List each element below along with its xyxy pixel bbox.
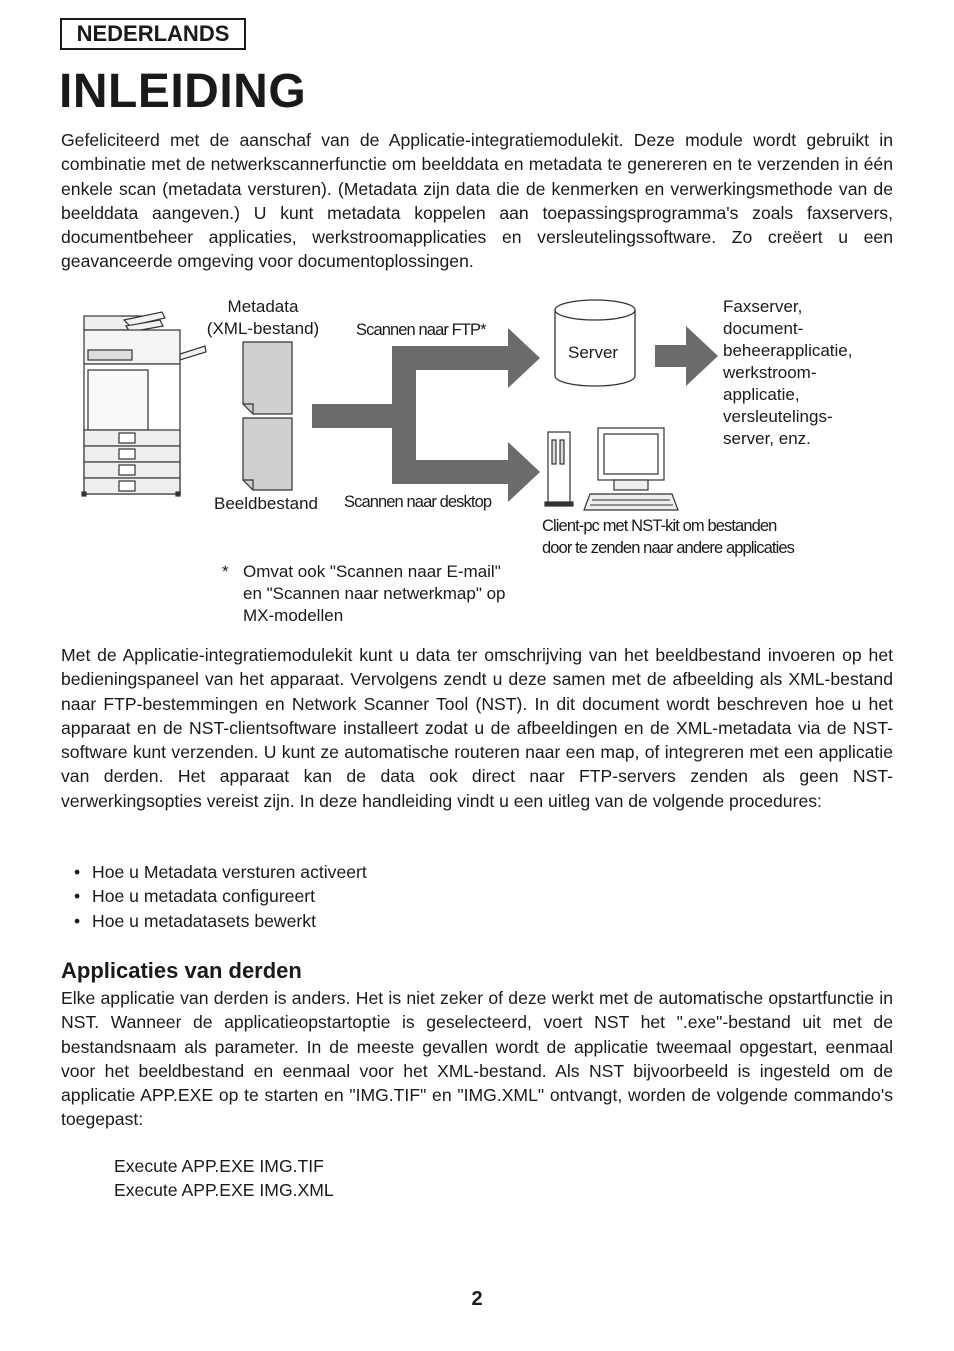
page-number: 2 bbox=[471, 1288, 483, 1310]
metadata-label-title: Metadata bbox=[227, 297, 299, 316]
workflow-diagram bbox=[0, 290, 954, 635]
server-target-line: document- bbox=[723, 319, 804, 338]
list-item: • Hoe u metadatasets bewerkt bbox=[74, 909, 367, 933]
server-target-line: beheerapplicatie, bbox=[723, 341, 853, 360]
server-targets bbox=[723, 296, 852, 450]
image-file-label: Beeldbestand bbox=[214, 494, 318, 513]
server-label: Server bbox=[568, 343, 619, 362]
list-item: • Hoe u Metadata versturen activeert bbox=[74, 860, 367, 884]
image-document-icon bbox=[243, 418, 292, 490]
client-pc-caption bbox=[542, 515, 794, 559]
server-target-line: Faxserver, bbox=[723, 297, 803, 316]
server-target-line: applicatie, bbox=[723, 385, 800, 404]
footnote-star: * bbox=[222, 562, 229, 581]
page-title: INLEIDING bbox=[59, 65, 307, 118]
scan-desktop-label: Scannen naar desktop bbox=[344, 493, 492, 511]
metadata-document-icon bbox=[243, 342, 292, 414]
client-caption-line: Client-pc met NST-kit om bestanden bbox=[542, 517, 777, 535]
server-target-line: server, enz. bbox=[723, 429, 811, 448]
client-caption-line: door te zenden naar andere applicaties bbox=[542, 539, 795, 557]
server-target-line: werkstroom- bbox=[723, 363, 817, 382]
body-paragraph: Met de Applicatie-integratiemodulekit kunt u data ter omschrijving van het beeldbestand invoeren op het bedieningspaneel van het apparaat. Vervolgens zendt u deze samen met de afbeelding als XML-bestand naar FTP-bestemmingen en Network Scanner Tool (NST). In dit document wordt beschreven hoe u het apparaat en de NST-clientsoftware installeert zodat u de afbeeldingen en de XML-metadata via de NST-software kunt verzenden. U kunt ze automatische routeren naar een map, of integreren met een applicatie van derden. Het apparaat kan de data ook direct naar FTP-servers zenden als geen NST-verwerkingsopties vereist zijn. In deze handleiding vindt u een uitleg van de volgende procedures: bbox=[61, 645, 893, 811]
procedure-list bbox=[74, 860, 367, 933]
section-heading: Applicaties van derden bbox=[61, 958, 302, 983]
right-arrow-icon bbox=[655, 326, 718, 386]
command-line: Execute APP.EXE IMG.XML bbox=[114, 1180, 334, 1201]
metadata-label-sub: (XML-bestand) bbox=[206, 319, 320, 338]
intro-paragraph: Gefeliciteerd met de aanschaf van de Applicatie-integratiemodulekit. Deze module wordt gebruikt in combinatie met de netwerkscannerfunctie om beelddata en metadata te genereren en te verzenden in één enkele scan (metadata versturen). (Metadata zijn data die de kenmerken en verwerkingsmethode van de beelddata aangeven.) U kunt metadata koppelen aan toepassingsprogramma's zoals faxservers, documentbeheer applicaties, werkstroomapplicaties en versleutelingssoftware. Zo creëert u een geavanceerde omgeving voor documentoplossingen. bbox=[61, 130, 893, 272]
footnote-line: en "Scannen naar netwerkmap" op bbox=[243, 584, 506, 603]
server-target-line: versleutelings- bbox=[723, 407, 833, 426]
branch-arrow-icon bbox=[312, 328, 540, 502]
command-block bbox=[114, 1154, 334, 1203]
metadata-label bbox=[196, 296, 330, 340]
copier-icon bbox=[82, 312, 206, 496]
client-pc-icon bbox=[545, 428, 678, 510]
apps-paragraph: Elke applicatie van derden is anders. Het is niet zeker of deze werkt met de automatische opstartfunctie in NST. Wanneer de applicatieopstartoptie is geselecteerd, voert NST het ".exe"-bestand uit met de bestandsnaam als parameter. In de meeste gevallen wordt de applicatie tweemaal opgestart, eenmaal voor het beeldbestand en eenmaal voor het XML-bestand. Als NST bijvoorbeeld is ingesteld om de applicatie APP.EXE op te starten en "IMG.TIF" en "IMG.XML" ontvangt, worden de volgende commando's toegepast: bbox=[61, 988, 893, 1130]
language-badge: NEDERLANDS bbox=[60, 18, 246, 50]
command-line: Execute APP.EXE IMG.TIF bbox=[114, 1156, 324, 1176]
scan-ftp-label: Scannen naar FTP* bbox=[356, 321, 486, 339]
footnote-line: Omvat ook "Scannen naar E-mail" bbox=[243, 562, 501, 581]
list-item: • Hoe u metadata configureert bbox=[74, 884, 367, 908]
footnote-line: MX-modellen bbox=[243, 606, 344, 625]
